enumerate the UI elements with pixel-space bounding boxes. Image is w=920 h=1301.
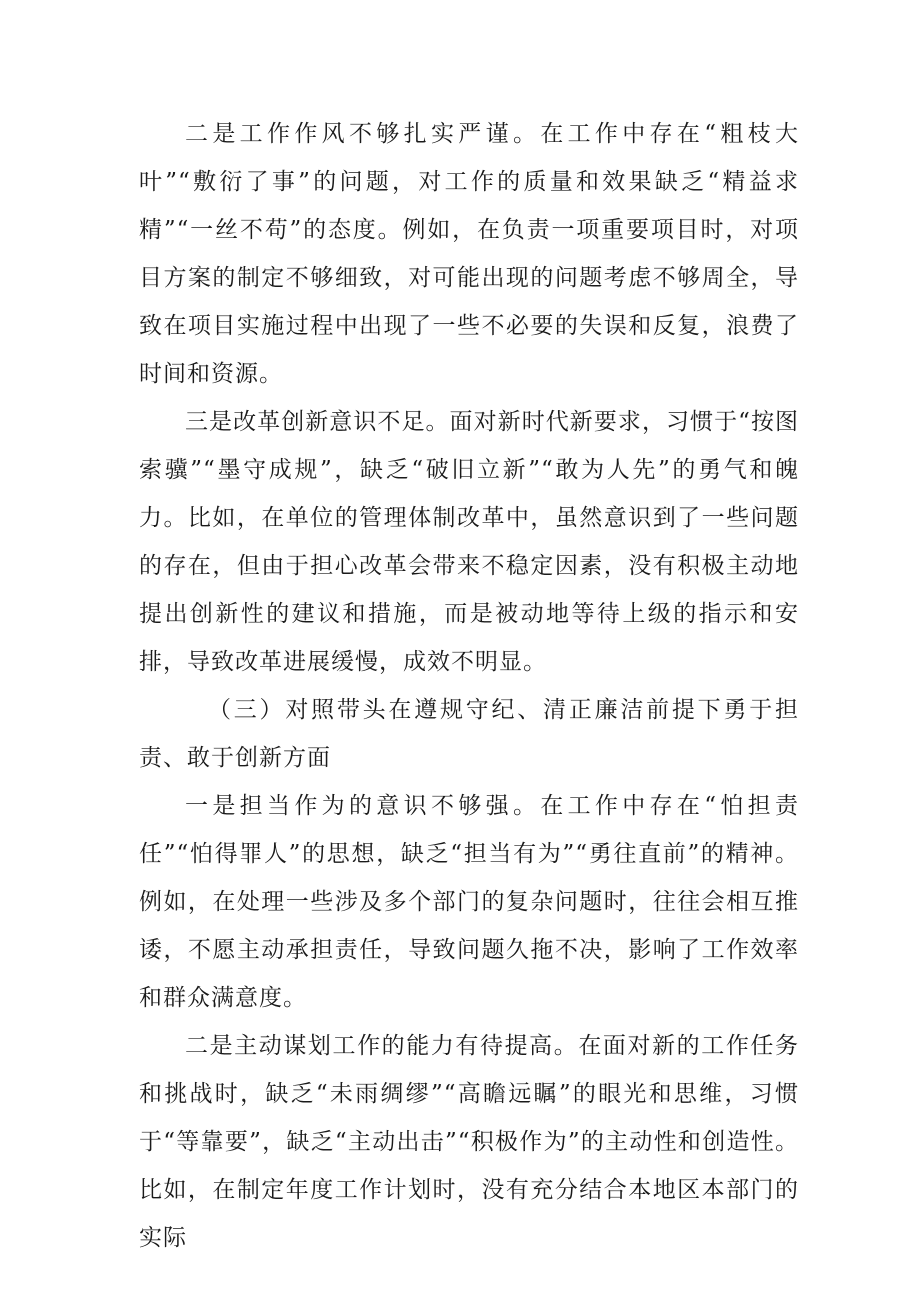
paragraph-work-style: 二是工作作风不够扎实严谨。在工作中存在“粗枝大叶”“敷衍了事”的问题，对工作的质量和效果缺乏“精益求精”“一丝不苟”的态度。例如，在负责一项重要项目时，对项目方案的制定不够细致，对可能出现的问题考虑不够周全，导致在项目实施过程中出现了一些不必要的失误和反复，浪费了时间和资源。 [139,121,799,387]
section-heading: （三）对照带头在遵规守纪、清正廉洁前提下勇于担责、敢于创新方面 [139,697,799,771]
paragraph-planning-ability: 二是主动谋划工作的能力有待提高。在面对新的工作任务和挑战时，缺乏“未雨绸缪”“高瞻远瞩”的眼光和思维，习惯于“等靠要”，缺乏“主动出击”“积极作为”的主动性和创造性。比如，在制定年度工作计划时，没有充分结合本地区本部门的实际 [139,1033,799,1251]
paragraph-responsibility: 一是担当作为的意识不够强。在工作中存在“怕担责任”“怕得罪人”的思想，缺乏“担当有为”“勇往直前”的精神。例如，在处理一些涉及多个部门的复杂问题时，往往会相互推诿，不愿主动承担责任，导致问题久拖不决，影响了工作效率和群众满意度。 [139,793,799,1011]
paragraph-reform-innovation: 三是改革创新意识不足。面对新时代新要求，习惯于“按图索骥”“墨守成规”，缺乏“破旧立新”“敢为人先”的勇气和魄力。比如，在单位的管理体制改革中，虽然意识到了一些问题的存在，但由于担心改革会带来不稳定因素，没有积极主动地提出创新性的建议和措施，而是被动地等待上级的指示和安排，导致改革进展缓慢，成效不明显。 [139,409,799,675]
document-body [139,110,799,1262]
